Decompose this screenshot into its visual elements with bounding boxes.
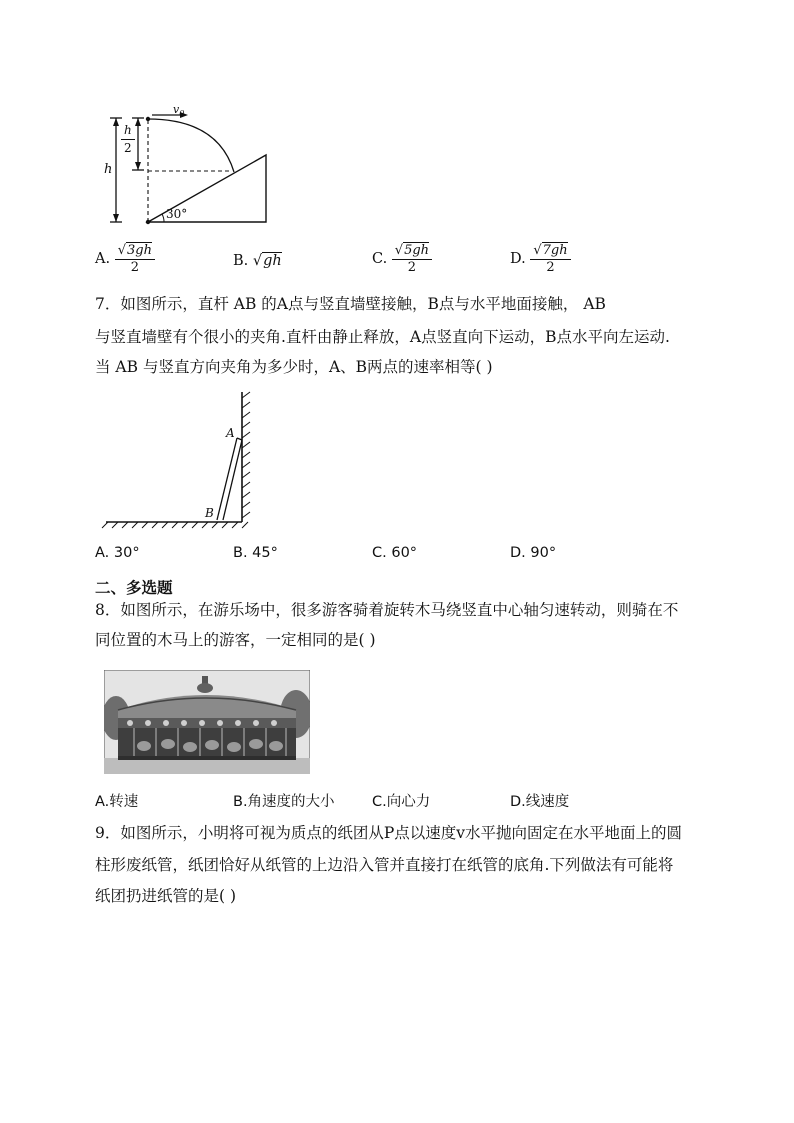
q8-line-1: 8．如图所示，在游乐场中，很多游客骑着旋转木马绕竖直中心轴匀速转动，则骑在不: [95, 601, 679, 619]
q6-option-d: D. $\frac{√7gh}{2}$: [510, 242, 571, 276]
q9-line-2: 柱形废纸管，纸团恰好从纸管的上边沿入管并直接打在纸管的底角.下列做法有可能将: [95, 856, 674, 874]
ladder-wall-figure: [100, 390, 260, 530]
q8-option-b: B.角速度的大小: [233, 794, 335, 810]
q7-option-d: D. 90°: [510, 545, 557, 561]
projectile-incline-figure: [100, 100, 280, 230]
point-b-label: B: [205, 506, 214, 520]
q8-line-2: 同位置的木马上的游客，一定相同的是( ): [95, 631, 376, 649]
carousel-photo: [104, 670, 310, 774]
q8-option-c: C.向心力: [372, 794, 431, 810]
v0-label: $v_0$: [173, 103, 185, 119]
q7-option-b: B. 45°: [233, 545, 278, 561]
point-a-label: A: [226, 426, 235, 440]
q9-line-1: 9．如图所示，小明将可视为质点的纸团从P点以速度v水平抛向固定在水平地面上的圆: [95, 824, 683, 842]
h-label: h: [104, 162, 113, 177]
q7-line-3: 当 AB 与竖直方向夹角为多少时，A、B两点的速率相等( ): [95, 358, 493, 376]
q9-line-3: 纸团扔进纸管的是( ): [95, 887, 237, 905]
q6-option-b: B. √gh: [233, 253, 282, 269]
q7-option-c: C. 60°: [372, 545, 418, 561]
q7-line-2: 与竖直墙壁有个很小的夹角.直杆由静止释放，A点竖直向下运动，B点水平向左运动.: [95, 328, 670, 346]
q6-option-c: C. $\frac{√5gh}{2}$: [372, 242, 432, 276]
q7-option-a: A. 30°: [95, 545, 140, 561]
q7-line-1: 7．如图所示，直杆 AB 的A点与竖直墙壁接触，B点与水平地面接触， AB: [95, 295, 606, 313]
q8-option-a: A.转速: [95, 794, 139, 810]
q6-option-a: A. $\frac{√3gh}{2}$: [95, 242, 155, 276]
section-title-multiple-choice: 二、多选题: [95, 579, 173, 597]
angle-30-label: 30°: [166, 207, 188, 221]
h-half-label: $\frac{h}{2}$: [121, 122, 135, 156]
q8-option-d: D.线速度: [510, 794, 570, 810]
